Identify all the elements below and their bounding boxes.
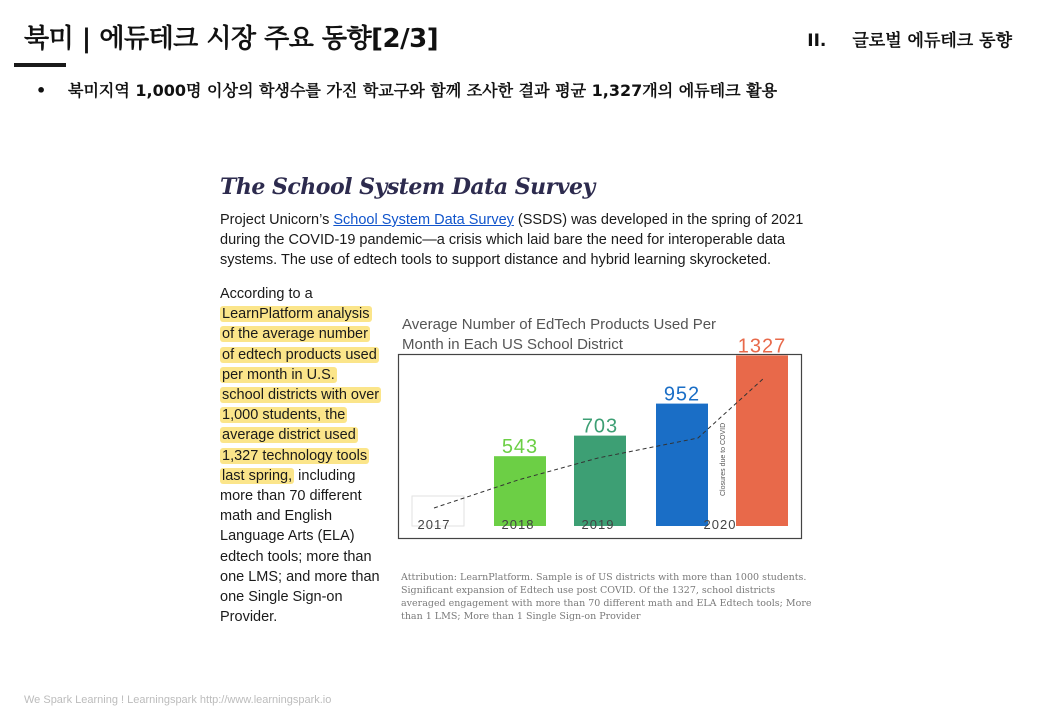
bar-1 (494, 456, 546, 526)
section-title: 글로벌 에듀테크 동향 (852, 31, 1012, 51)
bullet-text: 북미지역 1,000명 이상의 학생수를 가진 학교구와 함께 조사한 결과 평균 1,327개의 에듀테크 활용 (68, 81, 778, 100)
title-underline (14, 63, 66, 67)
chart-title: Average Number of EdTech Products Used Per Month in Each US School District (402, 316, 717, 353)
analysis-text (220, 284, 380, 627)
chart-attribution: Attribution: LearnPlatform. Sample is of US districts with more than 1000 students. Significant expansion of Edtech use post COVID. Of the 1327, school districts averaged engagement with more than 70 different math and ELA Edtech tools; More than 1 LMS; More than 1 Single Sign-on Provider (401, 572, 812, 622)
summary-bullet (36, 78, 777, 101)
section-label (807, 26, 1012, 51)
survey-screenshot (212, 170, 822, 660)
covid-annotation: Closures due to COVID (720, 422, 727, 496)
footer-text: We Spark Learning ! Learningspark http://www.learningspark.io (24, 694, 332, 706)
x-tick-2018: 2018 (501, 517, 535, 532)
bar-3 (656, 404, 708, 526)
survey-text-start: Project Unicorn’s (220, 212, 334, 228)
x-tick-2017: 2017 (417, 517, 451, 532)
value-label-4: 1327 (737, 335, 787, 358)
x-tick-2020: 2020 (703, 517, 737, 532)
analysis-intro: According to a (220, 286, 313, 302)
bar-chart (398, 335, 808, 570)
bullet-marker: • (36, 81, 47, 100)
bar-4 (736, 355, 788, 526)
bar-2 (574, 436, 626, 526)
slide-title: 북미 | 에듀테크 시장 주요 동향[2/3] (24, 24, 439, 54)
value-label-3: 952 (663, 383, 701, 406)
value-label-1: 543 (501, 436, 539, 459)
analysis-rest: including more than 70 different math and English Language Arts (ELA) edtech tools; more than one LMS; and more than one Single Sign-on Provider. (220, 467, 380, 626)
section-number: II. (807, 31, 827, 51)
ssds-link[interactable]: School System Data Survey (333, 212, 514, 228)
value-label-2: 703 (581, 415, 619, 438)
survey-paragraph (220, 210, 820, 271)
survey-text-rest: (SSDS) was developed in the spring of 2021 during the COVID-19 pandemic—a crisis which laid bare the need for interoperable data systems. The use of edtech tools to support distance and hybrid learning skyrocketed. (220, 212, 804, 269)
survey-heading: The School System Data Survey (220, 174, 595, 200)
x-tick-2019: 2019 (581, 517, 615, 532)
analysis-highlight: LearnPlatform analysis of the average number of edtech products used per month in U.S. school districts with over 1,000 students, the average district used 1,327 technology tools last spring, (222, 306, 380, 484)
